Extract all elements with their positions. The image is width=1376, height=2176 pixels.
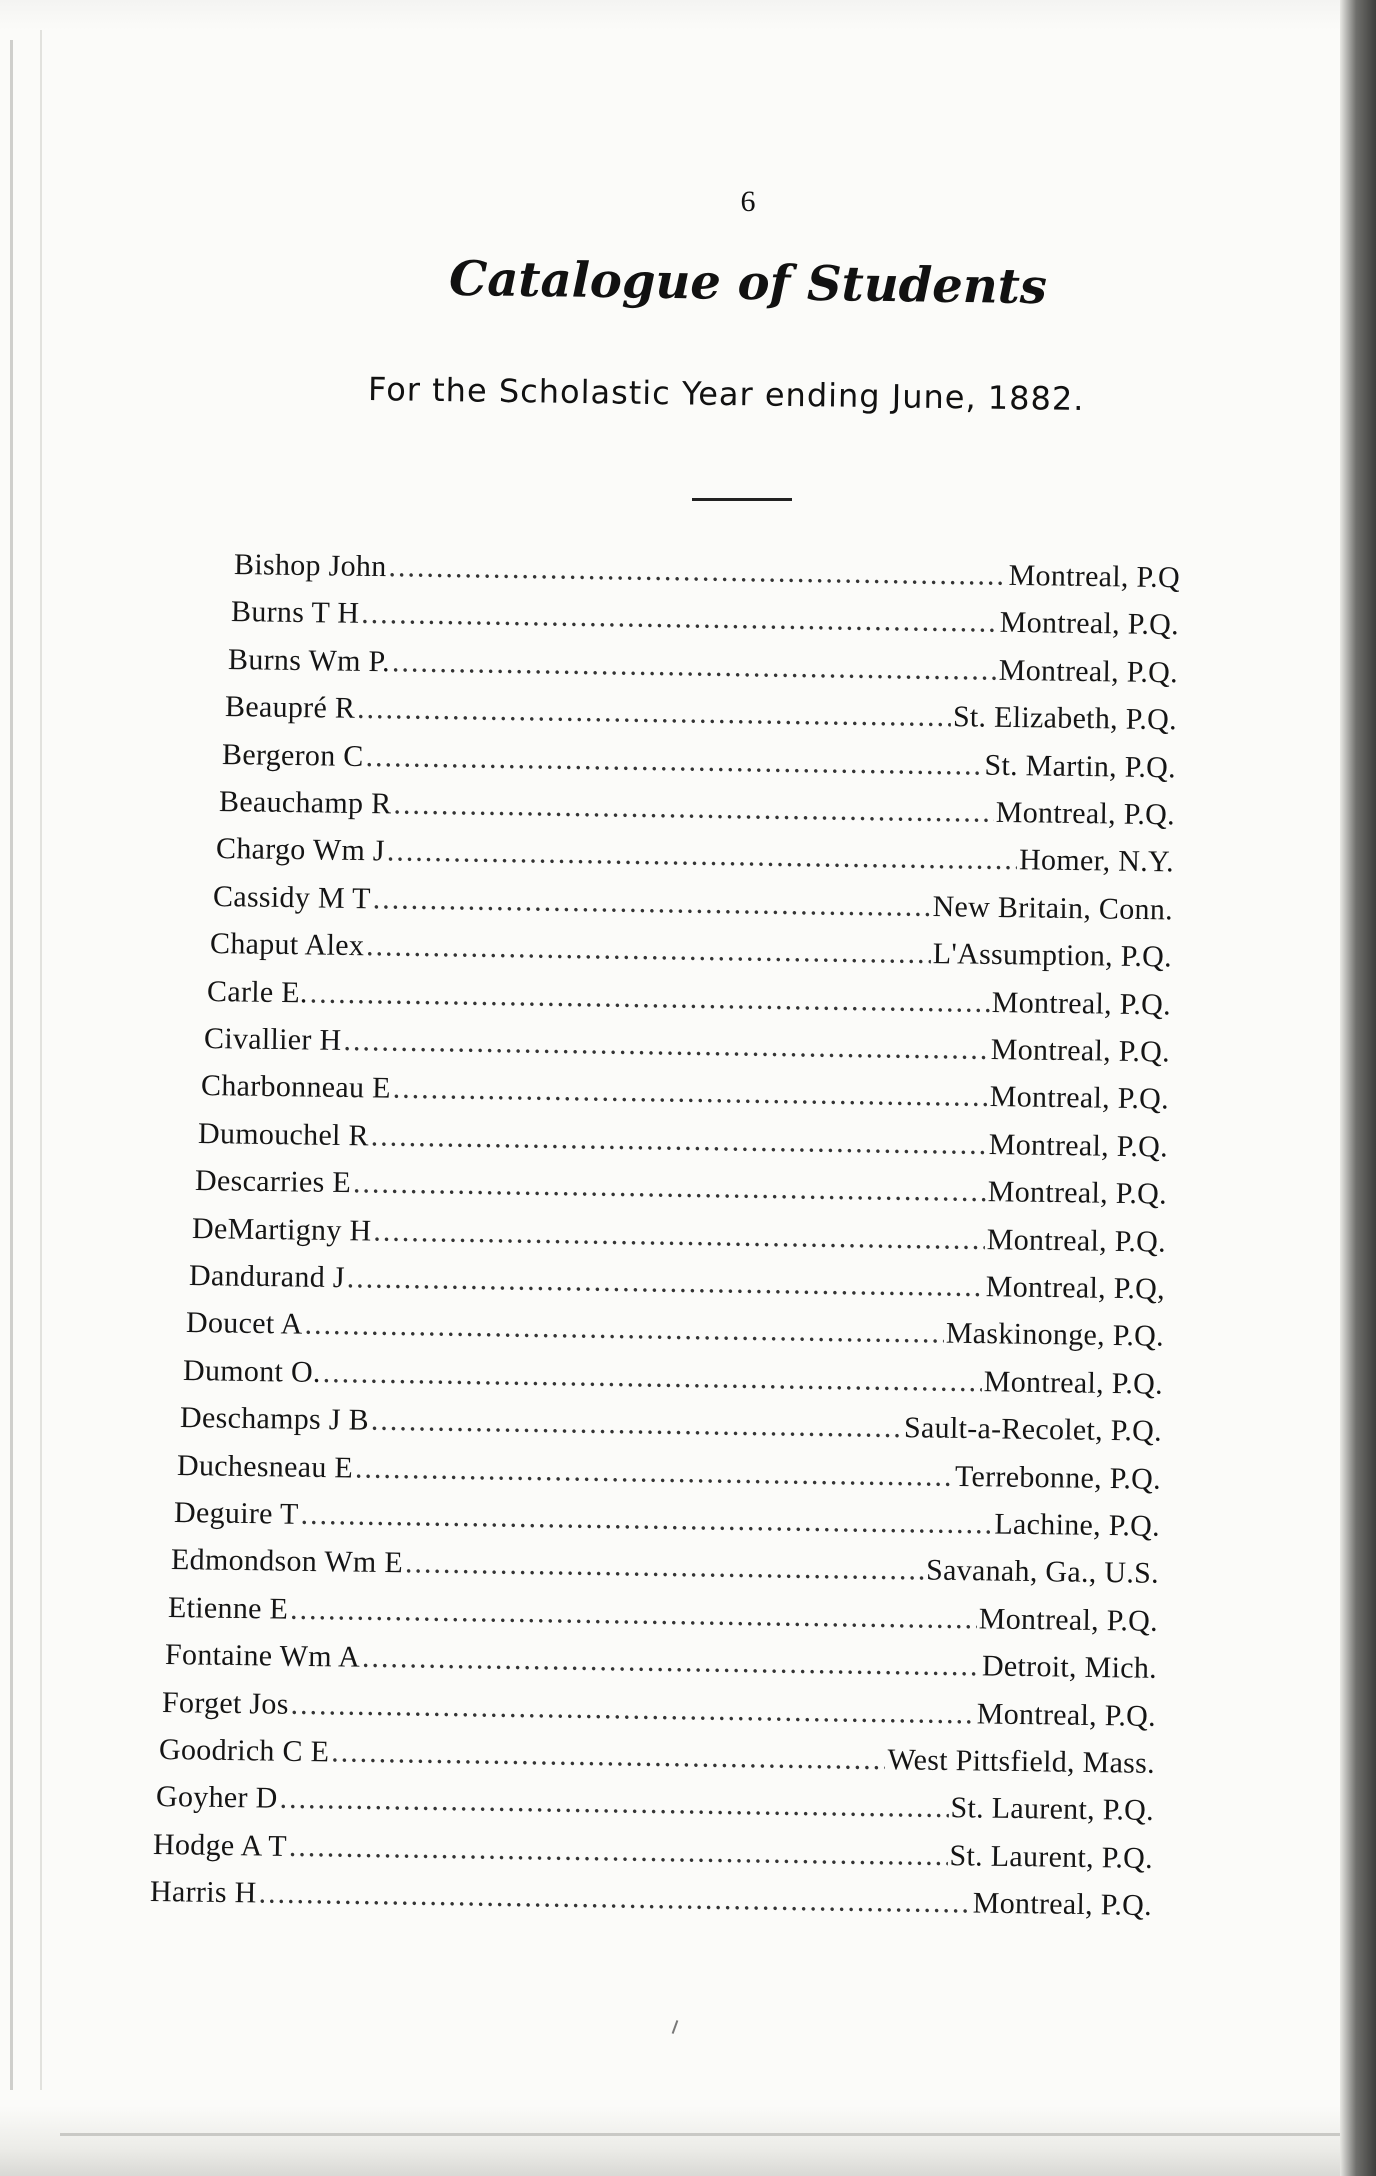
student-name: Descarries E [194,1164,352,1200]
student-entry [198,1117,1168,1171]
dot-leader [347,1261,984,1304]
student-hometown: Montreal, P.Q. [998,653,1179,690]
dot-leader [309,976,990,1019]
student-name: Bishop John [233,548,387,584]
student-name: Dumouchel R [197,1116,370,1153]
student-entry [234,548,1180,601]
student-name: Dumont O. [182,1353,321,1389]
student-hometown: Montreal, P.Q [1008,558,1181,595]
dot-leader [361,597,998,640]
student-entry [228,643,1178,696]
student-name: Burns Wm P. [227,642,391,679]
student-hometown: Montreal, P.Q. [991,985,1172,1022]
student-entry [201,1069,1169,1123]
student-name: Hodge A T [152,1827,288,1863]
dot-leader [331,1735,886,1777]
student-hometown: Lachine, P.Q. [994,1507,1161,1543]
student-hometown: Montreal, P.Q, [985,1270,1166,1306]
student-name: Etienne E [167,1590,289,1626]
student-hometown: St. Laurent, P.Q. [949,1838,1154,1875]
student-name: Carle E. [206,974,308,1009]
dot-leader [392,1072,988,1114]
student-name: Doucet A [185,1306,303,1342]
student-name: Edmondson Wm E [170,1543,404,1580]
student-hometown: Montreal, P.Q. [978,1602,1159,1638]
student-name: Cassidy M T [212,879,372,915]
student-entry [162,1686,1156,1740]
dot-leader [405,1547,925,1588]
dot-leader [371,1404,903,1445]
student-entry [189,1259,1165,1313]
dot-leader [365,740,982,783]
dot-leader [300,1498,992,1542]
page-title: Catalogue of Students [448,250,1048,316]
dot-leader [393,787,994,829]
dot-leader [355,1451,953,1493]
student-entry [195,1164,1167,1218]
dot-leader [373,1214,985,1257]
dot-leader [357,692,951,734]
student-name: Forget Jos [161,1685,289,1721]
student-hometown: Montreal, P.Q. [972,1886,1153,1923]
student-name: Chaput Alex [209,927,365,963]
student-entry [207,975,1171,1028]
book-spine-shadow [1340,0,1376,2176]
student-name: Beauchamp R [218,785,392,821]
student-name: Chargo Wm J [215,832,386,868]
student-name: Deguire T [173,1496,299,1531]
dot-leader [258,1877,971,1921]
student-hometown: St. Martin, P.Q. [984,748,1177,784]
student-name: Goodrich C E [158,1733,330,1769]
student-entry [213,880,1173,933]
student-hometown: Montreal, P.Q. [988,1127,1169,1164]
student-entry [153,1828,1153,1882]
student-name: Bergeron C [221,737,364,773]
page-subtitle: For the Scholastic Year ending June, 1882. [367,370,1085,419]
student-hometown: Montreal, P.Q. [986,1222,1167,1259]
student-hometown: St. Elizabeth, P.Q. [952,700,1178,737]
student-entry [186,1306,1164,1360]
dot-leader [279,1782,948,1825]
student-entry [222,738,1176,791]
student-entry [177,1449,1161,1503]
student-hometown: Montreal, P.Q. [989,1080,1170,1116]
student-name: Burns T H [230,595,360,631]
student-entry [156,1780,1154,1834]
dot-leader [353,1166,986,1209]
student-hometown: Homer, N.Y. [1018,843,1175,879]
student-name: Charbonneau E [200,1069,391,1106]
dot-leader [290,1593,977,1637]
student-entry [174,1496,1160,1550]
student-hometown: St. Laurent, P.Q. [950,1791,1155,1828]
dot-leader [322,1356,982,1399]
dot-leader [392,645,997,687]
dot-leader [343,1024,989,1067]
student-entry [192,1212,1166,1266]
student-name: Beaupré R [224,690,356,726]
dot-leader [362,1641,980,1684]
student-hometown: Savanah, Ga., U.S. [925,1553,1160,1591]
student-name: Fontaine Wm A [164,1638,361,1674]
student-name: DeMartigny H [191,1211,372,1248]
student-hometown: Terrebonne, P.Q. [954,1459,1162,1496]
student-hometown: Maskinonge, P.Q. [945,1317,1165,1354]
student-hometown: L'Assumption, P.Q. [932,937,1173,974]
student-hometown: New Britain, Conn. [932,889,1174,927]
page-number: 6 [740,185,756,218]
dot-leader [373,882,931,924]
student-hometown: Montreal, P.Q. [995,795,1176,832]
student-entry [180,1401,1162,1455]
student-entry [171,1543,1159,1597]
student-entry [168,1591,1158,1645]
student-hometown: Montreal, P.Q. [999,606,1180,642]
student-hometown: Montreal, P.Q. [983,1364,1164,1401]
student-name: Harris H [149,1875,257,1910]
student-hometown: Sault-a-Recolet, P.Q. [903,1411,1163,1448]
dot-leader [289,1830,948,1873]
dot-leader [387,835,1018,878]
student-hometown: Montreal, P.Q. [976,1696,1157,1733]
student-hometown: Montreal, P.Q. [987,1175,1168,1211]
page-edge-bottom-line [60,2133,1340,2136]
student-name: Civallier H [203,1022,342,1057]
student-entry [150,1875,1152,1929]
student-entry [210,927,1172,980]
student-name: Dandurand J [188,1259,346,1295]
student-entry [225,690,1177,743]
student-entry [204,1022,1170,1075]
dot-leader [371,1119,987,1162]
student-entry [231,595,1179,648]
student-name: Goyher D [155,1780,278,1816]
student-hometown: Montreal, P.Q. [990,1032,1171,1069]
dot-leader [290,1687,975,1731]
student-entry [183,1354,1163,1408]
student-name: Duchesneau E [176,1448,354,1485]
student-hometown: West Pittsfield, Mass. [887,1743,1156,1780]
student-entry [159,1733,1155,1787]
dot-leader [366,929,931,971]
student-entry [216,832,1174,885]
page-edge-bottom [0,2106,1376,2176]
dot-leader [304,1308,944,1351]
student-name: Deschamps J B [179,1401,370,1437]
dot-leader [388,550,1007,593]
student-hometown: Detroit, Mich. [981,1649,1158,1686]
student-entry [219,785,1175,838]
student-entry [165,1638,1157,1692]
